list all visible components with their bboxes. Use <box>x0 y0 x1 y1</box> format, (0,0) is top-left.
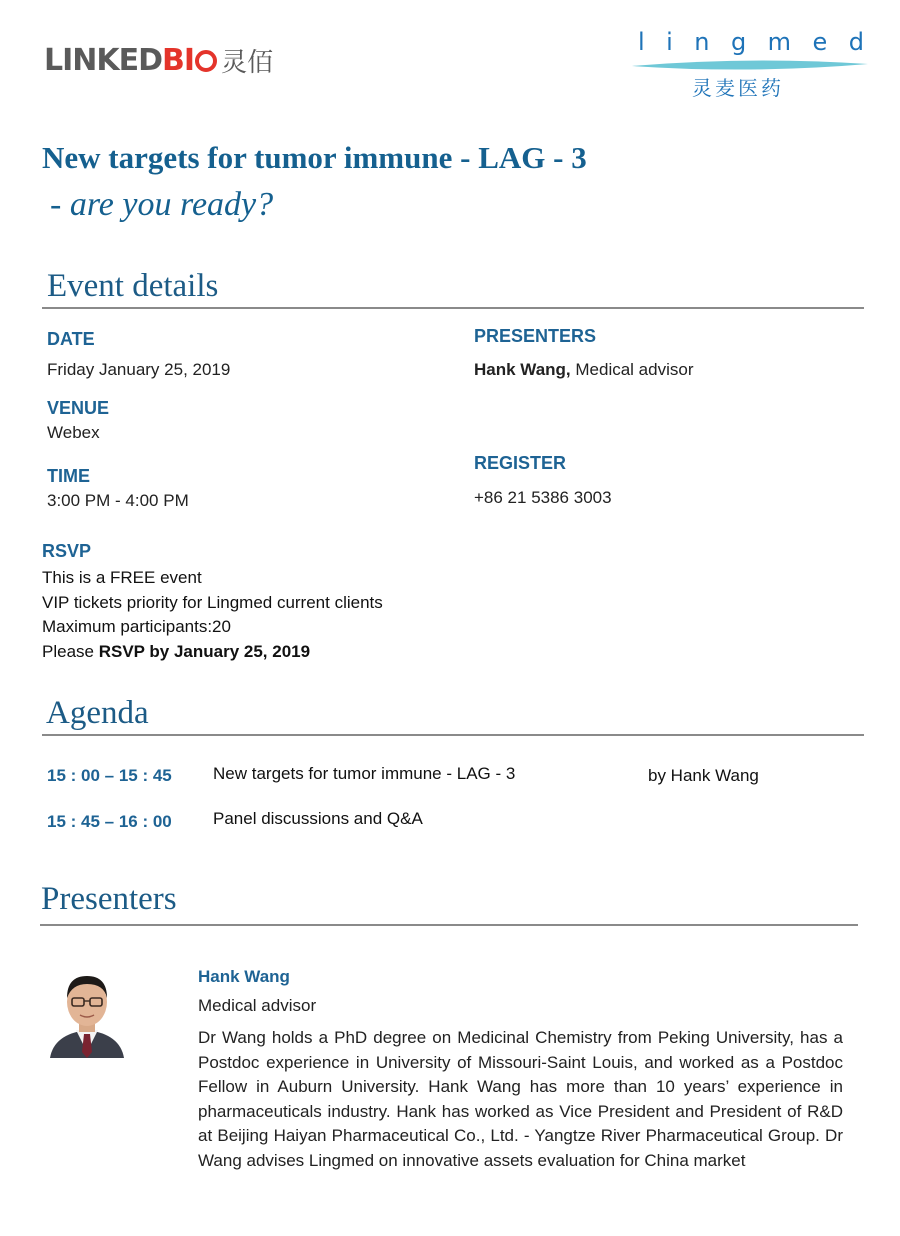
presenters-divider <box>40 924 858 926</box>
lingmed-letter: m <box>767 28 792 56</box>
presenters-heading: Presenters <box>41 881 177 917</box>
rsvp-label: RSVP <box>42 541 92 561</box>
agenda-heading: Agenda <box>46 695 149 731</box>
rsvp-line: Maximum participants:20 <box>42 617 231 636</box>
presenter-photo <box>48 968 126 1058</box>
lingmed-letter: g <box>730 28 747 56</box>
venue-value: Webex <box>47 423 100 442</box>
lingmed-chinese: 灵麦医药 <box>692 76 784 100</box>
lingmed-wordmark <box>638 28 864 56</box>
linkedbio-wordmark-start: LINKED <box>44 42 163 78</box>
linkedbio-logo <box>44 42 273 78</box>
rsvp-line <box>42 640 383 665</box>
rsvp-line: VIP tickets priority for Lingmed current clients <box>42 592 383 612</box>
lingmed-letter: d <box>848 28 864 56</box>
agenda-speaker: by Hank Wang <box>648 766 759 785</box>
lingmed-letter: e <box>812 28 828 56</box>
register-label: REGISTER <box>474 453 567 473</box>
lingmed-letter: l <box>638 28 645 56</box>
event-subtitle: - are you ready? <box>50 186 274 223</box>
date-label: DATE <box>47 329 95 349</box>
agenda-topic: Panel discussions and Q&A <box>213 809 423 828</box>
event-details-heading: Event details <box>47 268 219 304</box>
lingmed-logo <box>630 22 870 102</box>
presenter-role: Medical advisor <box>198 996 317 1015</box>
lingmed-letter: n <box>694 28 710 56</box>
presenter-summary-role: Medical advisor <box>570 360 694 379</box>
linkedbio-wordmark-bio: BI <box>162 42 195 78</box>
presenter-summary <box>474 360 693 380</box>
presenters-label: PRESENTERS <box>474 326 597 346</box>
agenda-divider <box>42 734 864 736</box>
rsvp-details <box>42 566 383 664</box>
rsvp-line-prefix: Please <box>42 641 99 661</box>
presenter-bio: Dr Wang holds a PhD degree on Medicinal Chemistry from Peking University, has a Postdoc experience in University of Missouri-Saint Louis, and worked as a Postdoc Fellow in Auburn University. Hank Wang has more than 10 years’ experience in pharmaceuticals industry. Hank has worked as Vice President and President of R&D at Beijing Haiyan Pharmaceutical Co., Ltd. - Yangtze River Pharmaceutical Group. Dr Wang advises Lingmed on innovative assets evaluation for China market <box>198 1028 843 1170</box>
presenter-summary-name: Hank Wang, <box>474 360 571 379</box>
agenda-time: 15 : 45 – 16 : 00 <box>47 812 172 831</box>
presenter-name: Hank Wang <box>198 967 290 986</box>
event-details-divider <box>42 307 864 309</box>
rsvp-deadline: RSVP by January 25, 2019 <box>98 641 311 661</box>
linkedbio-chinese: 灵佰 <box>221 47 274 78</box>
lingmed-letter: i <box>666 28 673 56</box>
agenda-time: 15 : 00 – 15 : 45 <box>47 766 172 785</box>
time-value: 3:00 PM - 4:00 PM <box>47 491 189 510</box>
time-label: TIME <box>47 466 90 486</box>
event-title: New targets for tumor immune - LAG - 3 <box>42 140 587 175</box>
rsvp-line: This is a FREE event <box>42 568 202 587</box>
venue-label: VENUE <box>47 398 110 418</box>
date-value: Friday January 25, 2019 <box>47 360 231 379</box>
register-phone: +86 21 5386 3003 <box>474 488 612 507</box>
linkedbio-o-ring-icon <box>195 50 217 72</box>
agenda-topic: New targets for tumor immune - LAG - 3 <box>213 764 516 783</box>
